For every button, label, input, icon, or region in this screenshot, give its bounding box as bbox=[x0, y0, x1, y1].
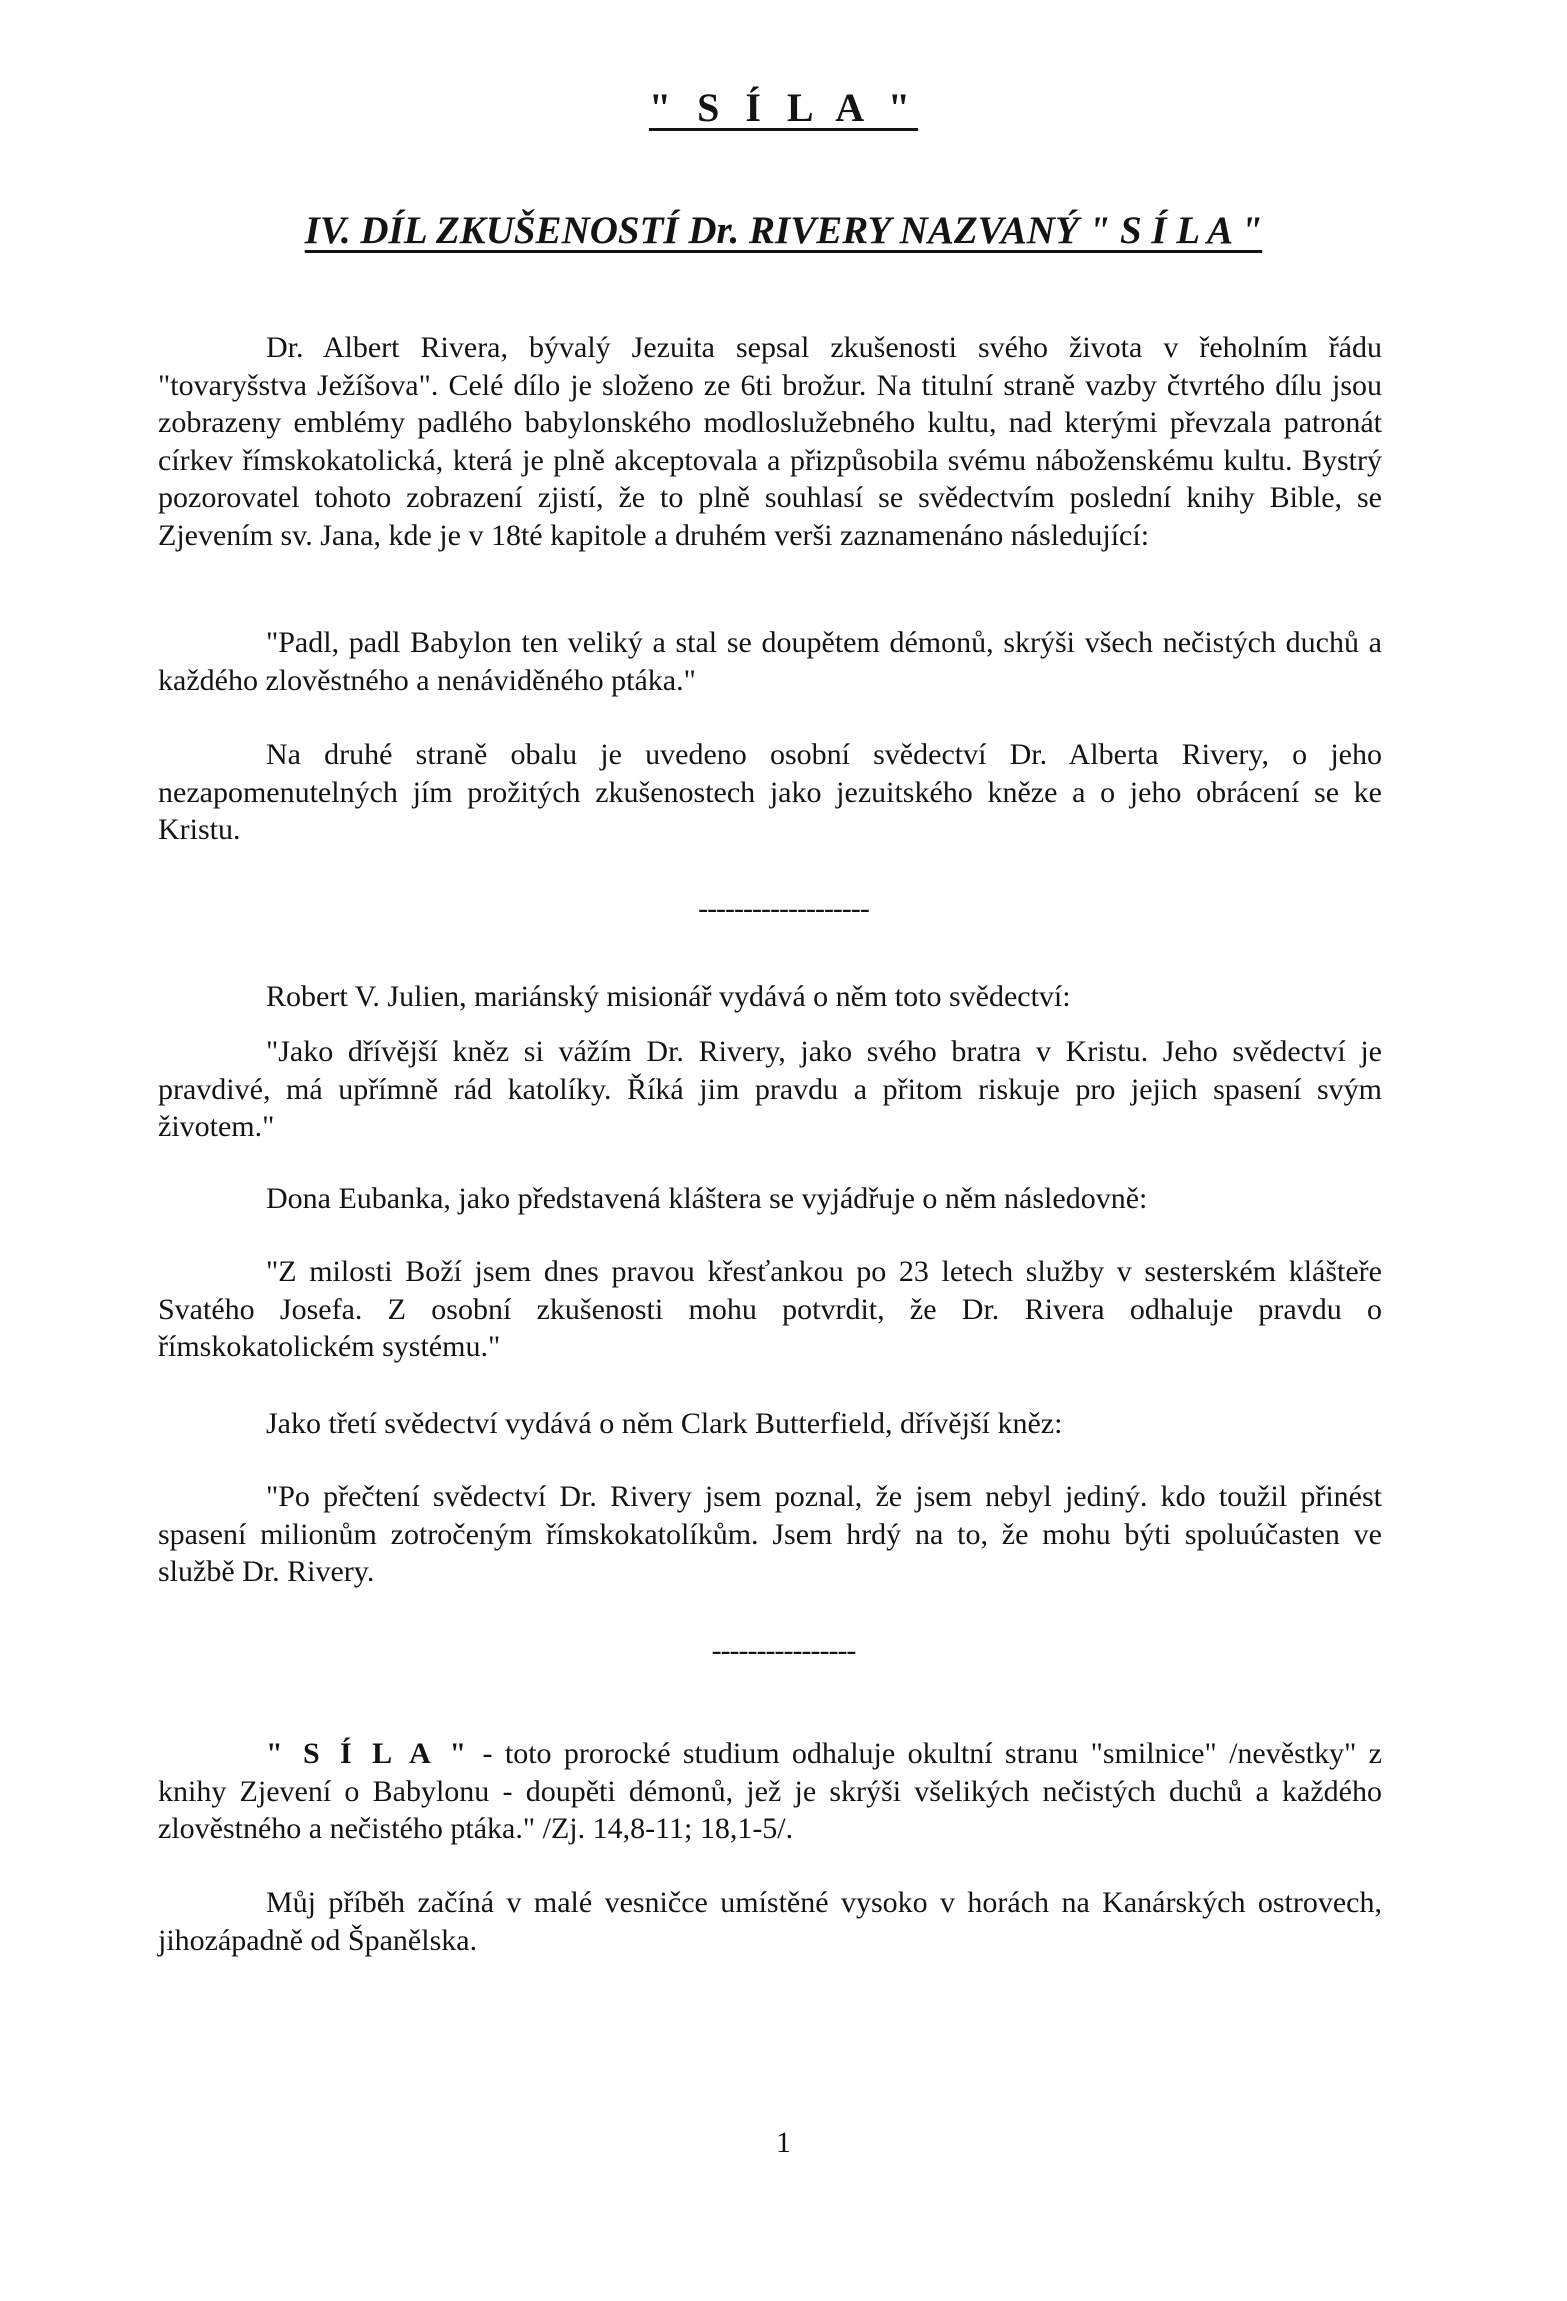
butterfield-intro-paragraph: Jako třetí svědectví vydává o něm Clark Butterfield, dřívější kněz: bbox=[266, 1407, 1063, 1440]
eubanka-quote-paragraph: "Z milosti Boží jsem dnes pravou křesťankou po 23 letech služby v sesterském klášteře Svatého Josefa. Z osobní zkušenosti mohu potvrdit, že Dr. Rivera odhaluje pravdu o římskokatolickém systému." bbox=[158, 1255, 1382, 1363]
sila-lead-text: " S Í L A " bbox=[266, 1737, 471, 1770]
sila-paragraph bbox=[158, 1735, 1382, 1848]
story-start-paragraph: Můj příběh začíná v malé vesničce umístěné vysoko v horách na Kanárských ostrovech, jihozápadně od Španělska. bbox=[158, 1886, 1382, 1957]
julien-intro-paragraph: Robert V. Julien, mariánský misionář vydává o něm toto svědectví: bbox=[266, 980, 1071, 1013]
intro-paragraph: Dr. Albert Rivera, bývalý Jezuita sepsal zkušenosti svého života v řeholním řádu "tovaryšstva Ježíšova". Celé dílo je složeno ze 6ti brožur. Na titulní straně vazby čtvrtého dílu jsou zobrazeny emblémy padlého babylonského modloslužebného kultu, nad kterými převzala patronát církev římskokatolická, která je plně akceptovala a přizpůsobila svému náboženskému kultu. Bystrý pozorovatel tohoto zobrazení zjistí, že to plně souhlasí se svědectvím poslední knihy Bible, se Zjevením sv. Jana, kde je v 18té kapitole a druhém verši zaznamenáno následující: bbox=[158, 331, 1382, 552]
cover-back-paragraph: Na druhé straně obalu je uvedeno osobní svědectví Dr. Alberta Rivery, o jeho nezapomenutelných jím prožitých zkušenostech jako jezuitského kněze a o jeho obrácení se ke Kristu. bbox=[158, 738, 1382, 846]
sila-body-text: - toto prorocké studium odhaluje okultní stranu "smilnice" /nevěstky" z knihy Zjevení o Babylonu - doupěti démonů, jež je skrýši všelikých nečistých duchů a každého zlověstného a nečistého ptáka." /Zj. 14,8-11; 18,1-5/. bbox=[158, 1737, 1382, 1845]
section-divider-1: ------------------- bbox=[698, 892, 869, 925]
butterfield-quote-paragraph: "Po přečtení svědectví Dr. Rivery jsem poznal, že jsem nebyl jediný. kdo toužil přinést spasení milionům zotročeným římskokatolíkům. Jsem hrdý na to, že mohu býti spoluúčasten ve službě Dr. Rivery. bbox=[158, 1480, 1382, 1588]
babylon-quote-paragraph: "Padl, padl Babylon ten veliký a stal se doupětem démonů, skrýši všech nečistých duchů a každého zlověstného a nenáviděného ptáka." bbox=[158, 626, 1382, 697]
page-number: 1 bbox=[776, 2126, 791, 2159]
document-title: " S Í L A " bbox=[648, 85, 919, 130]
eubanka-intro-paragraph: Dona Eubanka, jako představená kláštera se vyjádřuje o něm následovně: bbox=[266, 1182, 1148, 1215]
section-divider-2: ---------------- bbox=[711, 1634, 856, 1667]
julien-quote-paragraph: "Jako dřívější kněz si vážím Dr. Rivery, jako svého bratra v Kristu. Jeho svědectví je pravdivé, má upřímně rád katolíky. Říká jim pravdu a přitom riskuje pro jejich spasení svým životem." bbox=[158, 1035, 1382, 1143]
document-subtitle: IV. DÍL ZKUŠENOSTÍ Dr. RIVERY NAZVANÝ " S Í L A " bbox=[304, 209, 1263, 252]
